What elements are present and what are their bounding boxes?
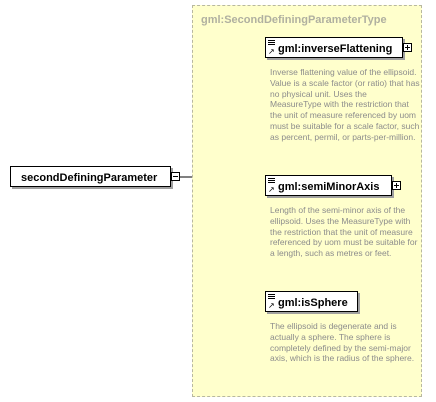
root-collapse-button[interactable]	[171, 172, 180, 181]
element-description: Inverse flattening value of the ellipsoid. Value is a scale factor (or ratio) that has no physical unit. Uses the MeasureType with the restriction that the unit of measure referenced by uom must be suitable for a scale factor, such as percent, permil, or parts-per-million.	[270, 67, 420, 142]
documentation-icon	[268, 178, 275, 185]
element-description: The ellipsoid is degenerate and is actually a sphere. The sphere is completely defined by the semi-major axis, which is the radius of the sphere.	[270, 321, 415, 364]
reference-arrow-icon: ↗	[268, 301, 275, 310]
element-label: gml:semiMinorAxis	[278, 181, 380, 193]
element-label: gml:isSphere	[278, 297, 348, 309]
element-inverse-flattening[interactable]	[265, 37, 403, 58]
root-element-label: secondDefiningParameter	[21, 172, 158, 184]
expand-inverse-flattening-button[interactable]	[403, 43, 412, 52]
element-label: gml:inverseFlattening	[278, 43, 393, 55]
documentation-icon	[268, 294, 275, 301]
reference-arrow-icon: ↗	[268, 47, 275, 56]
type-title: gml:SecondDefiningParameterType	[201, 14, 387, 26]
root-element-box[interactable]	[10, 166, 171, 187]
element-is-sphere[interactable]	[265, 291, 358, 312]
expand-semi-minor-axis-button[interactable]	[392, 181, 401, 190]
element-semi-minor-axis[interactable]	[265, 175, 392, 196]
documentation-icon	[268, 40, 275, 47]
element-description: Length of the semi-minor axis of the ellipsoid. Uses the MeasureType with the restriction that the unit of measure referenced by uom must be suitable for a length, such as metres or feet.	[270, 205, 418, 259]
reference-arrow-icon: ↗	[268, 185, 275, 194]
